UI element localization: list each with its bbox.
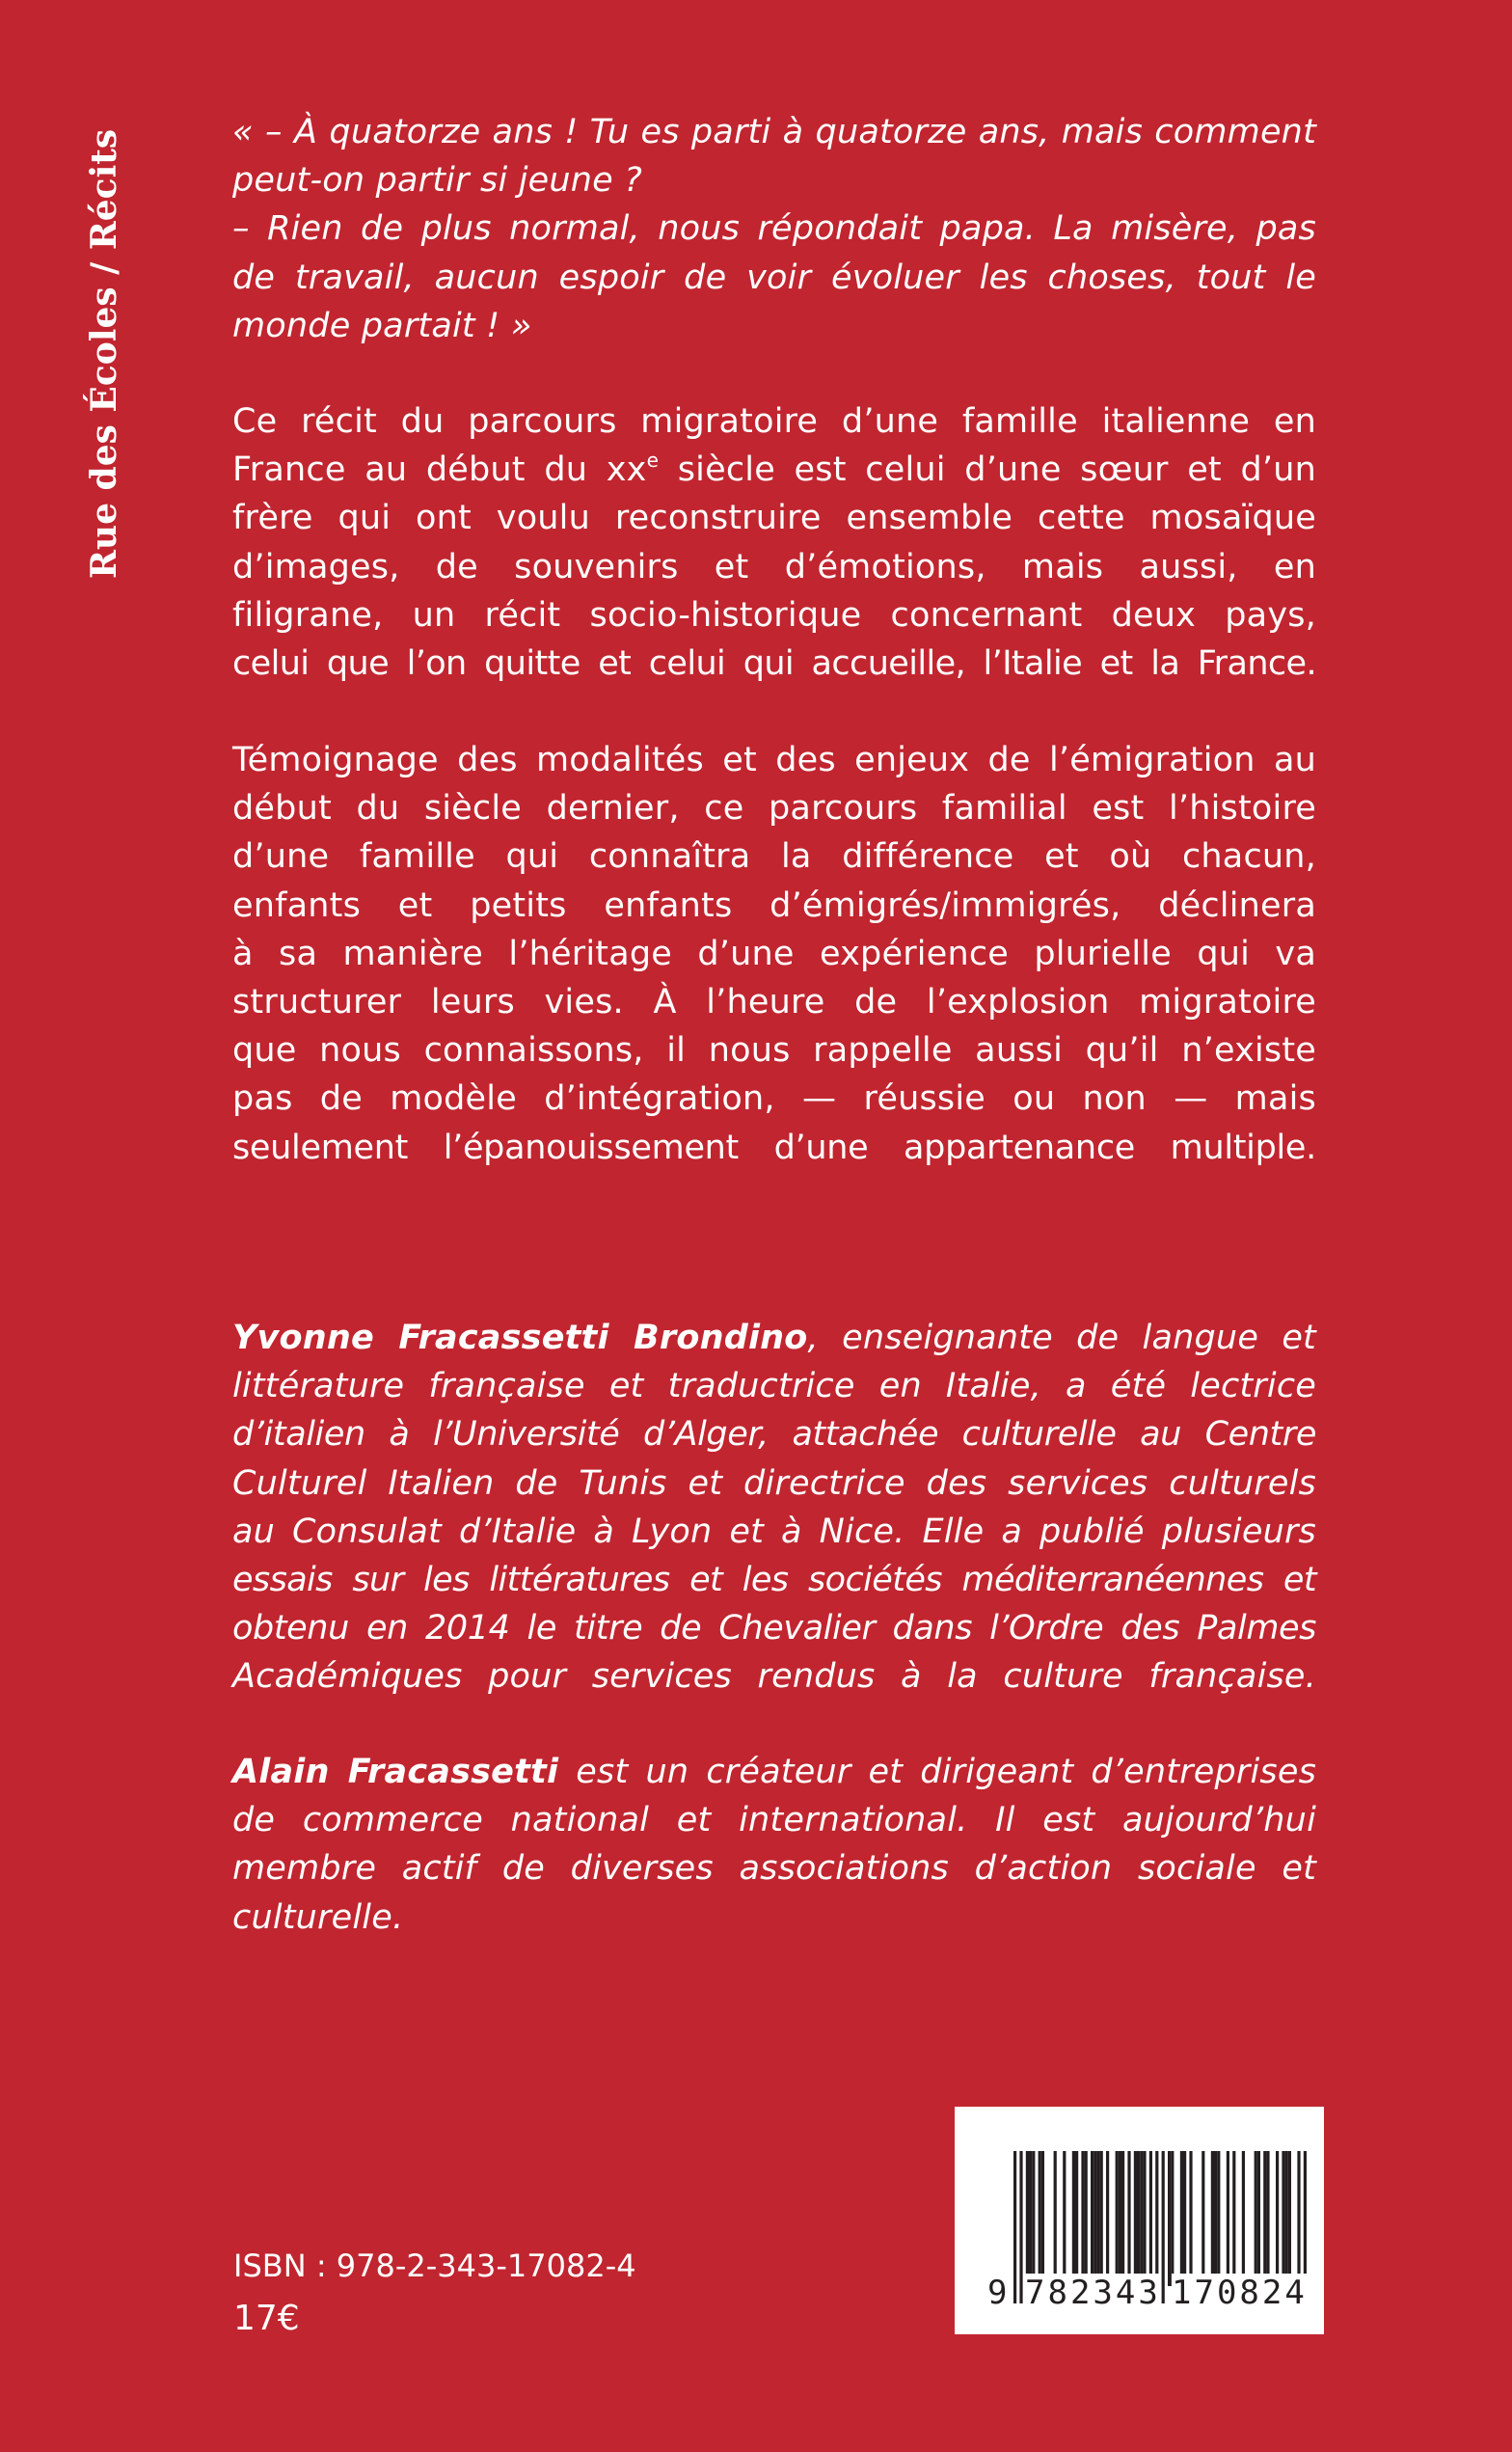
barcode-bar bbox=[1063, 2151, 1066, 2286]
barcode-bar bbox=[1106, 2151, 1109, 2286]
barcode-bar bbox=[1276, 2151, 1279, 2286]
description-paragraph-1 bbox=[232, 397, 1316, 688]
quote-line: de travail, aucun espoir de voir évoluer les choses, tout le bbox=[232, 258, 1316, 297]
paragraph-line: frère qui ont voulu reconstruire ensemble cette mosaïque bbox=[232, 499, 1316, 538]
barcode-left-group: 782343 bbox=[1025, 2274, 1161, 2312]
bio-line: obtenu en 2014 le titre de Chevalier dans l’Ordre des Palmes bbox=[232, 1609, 1316, 1648]
quote-line: « – À quatorze ans ! Tu es parti à quatorze ans, mais comment bbox=[232, 113, 1316, 151]
quote-line: monde partait ! » bbox=[232, 306, 532, 345]
bio-line: d’italien à l’Université d’Alger, attachée culturelle au Centre bbox=[232, 1415, 1316, 1455]
line-text: siècle est celui d’une sœur et d’un bbox=[659, 450, 1316, 490]
barcode-bar bbox=[1137, 2151, 1140, 2286]
bio-first-line bbox=[232, 1748, 1316, 1796]
superscript: e bbox=[646, 449, 660, 473]
barcode-bar bbox=[1096, 2151, 1099, 2286]
author-name: Yvonne Fracassetti Brondino bbox=[232, 1319, 808, 1357]
barcode-bar bbox=[1266, 2151, 1269, 2286]
barcode-bar bbox=[1094, 2151, 1096, 2286]
barcode-bar bbox=[1026, 2151, 1029, 2286]
quote-line: – Rien de plus normal, nous répondait papa. La misère, pas bbox=[232, 209, 1316, 249]
barcode-bar bbox=[1143, 2151, 1146, 2286]
paragraph-line: Témoignage des modalités et des enjeux de l’émigration au bbox=[232, 741, 1316, 779]
barcode-bar bbox=[1140, 2151, 1143, 2286]
barcode-bar bbox=[1282, 2151, 1284, 2286]
paragraph-line: celui que l’on quitte et celui qui accueille, l’Italie et la France. bbox=[232, 644, 1316, 684]
barcode-bar bbox=[1227, 2151, 1229, 2286]
bio-line: Culturel Italien de Tunis et directrice des services culturels bbox=[232, 1463, 1316, 1503]
barcode-bar bbox=[1149, 2151, 1152, 2286]
barcode-right-group: 170824 bbox=[1172, 2274, 1308, 2312]
bio-line: au Consulat d’Italie à Lyon et à Nice. Elle a publié plusieurs bbox=[232, 1512, 1316, 1551]
barcode-bar bbox=[1217, 2151, 1220, 2286]
bio-line: littérature française et traductrice en Italie, a été lectrice bbox=[232, 1367, 1316, 1406]
bio-first-line bbox=[232, 1314, 1316, 1362]
author-name: Alain Fracassetti bbox=[232, 1753, 559, 1791]
paragraph-line: d’images, de souvenirs et d’émotions, mais aussi, en bbox=[232, 547, 1316, 586]
barcode-bar bbox=[1119, 2151, 1121, 2286]
barcode-bar bbox=[1029, 2151, 1032, 2286]
barcode-bar bbox=[1257, 2151, 1260, 2286]
barcode-bar bbox=[1168, 2151, 1171, 2286]
bio-line: membre actif de diverses associations d’action sociale et bbox=[232, 1849, 1316, 1889]
spine-series-title: Rue des Écoles / Récits bbox=[84, 128, 124, 579]
barcode-bar bbox=[1171, 2151, 1174, 2286]
paragraph-line: Ce récit du parcours migratoire d’une famille italienne en bbox=[232, 402, 1316, 441]
barcode-bar bbox=[1075, 2151, 1078, 2286]
barcode-bar bbox=[1183, 2151, 1186, 2286]
barcode-bar bbox=[1085, 2151, 1088, 2286]
barcode-bar bbox=[1091, 2151, 1094, 2286]
paragraph-line: pas de modèle d’intégration, — réussie ou non — mais bbox=[232, 1079, 1316, 1119]
barcode-bar bbox=[1072, 2151, 1075, 2286]
bio-line: essais sur les littératures et les sociétés méditerranéennes et bbox=[232, 1561, 1316, 1600]
barcode-bar bbox=[1041, 2151, 1044, 2286]
isbn-label: ISBN : 978-2-343-17082-4 bbox=[233, 2248, 636, 2284]
barcode-bar bbox=[1121, 2151, 1124, 2286]
author-bio-2 bbox=[232, 1748, 1316, 1942]
barcode-bar bbox=[1288, 2151, 1291, 2286]
paragraph-line: seulement l’épanouissement d’une appartenance multiple. bbox=[232, 1128, 1316, 1167]
barcode-bar bbox=[1189, 2151, 1192, 2286]
barcode-bar bbox=[1242, 2151, 1245, 2286]
bio-line: de commerce national et international. Il est aujourd’hui bbox=[232, 1801, 1316, 1840]
price-label: 17€ bbox=[233, 2299, 300, 2338]
barcode-bar bbox=[1214, 2151, 1217, 2286]
barcode-bar bbox=[1285, 2151, 1288, 2286]
barcode-bar bbox=[1127, 2151, 1130, 2286]
paragraph-line: enfants et petits enfants d’émigrés/immigrés, déclinera bbox=[232, 885, 1316, 925]
barcode-bar bbox=[1134, 2151, 1137, 2286]
line-text: France au début du xx bbox=[232, 450, 647, 490]
bio-text: , enseignante de langue et bbox=[807, 1319, 1316, 1357]
barcode-bar bbox=[1032, 2151, 1035, 2286]
barcode-bar bbox=[1039, 2151, 1041, 2286]
barcode-bar bbox=[1116, 2151, 1119, 2286]
paragraph-line-with-superscript bbox=[232, 446, 1316, 494]
barcode-bar bbox=[1255, 2151, 1257, 2286]
barcode-bar bbox=[1202, 2151, 1204, 2286]
barcode bbox=[955, 2107, 1324, 2334]
barcode-bar bbox=[1100, 2151, 1103, 2286]
barcode-bar bbox=[1180, 2151, 1183, 2286]
barcode-first-digit: 9 bbox=[987, 2274, 1011, 2312]
paragraph-line: début du siècle dernier, ce parcours familial est l’histoire bbox=[232, 789, 1316, 829]
author-bio-1 bbox=[232, 1314, 1316, 1702]
paragraph-line: que nous connaissons, il nous rappelle aussi qu’il n’existe bbox=[232, 1031, 1316, 1071]
barcode-bar bbox=[1081, 2151, 1084, 2286]
bio-text: est un créateur et dirigeant d’entreprises bbox=[558, 1753, 1317, 1791]
barcode-bar bbox=[1054, 2151, 1057, 2286]
barcode-bar bbox=[1263, 2151, 1266, 2286]
paragraph-line: d’une famille qui connaîtra la différence et où chacun, bbox=[232, 837, 1316, 877]
bio-line: Académiques pour services rendus à la culture française. bbox=[232, 1657, 1316, 1697]
barcode-bar bbox=[1232, 2151, 1235, 2286]
quote-line: peut-on partir si jeune ? bbox=[232, 161, 642, 201]
barcode-digits bbox=[955, 2274, 1324, 2312]
paragraph-line: à sa manière l’héritage d’une expérience plurielle qui va bbox=[232, 934, 1316, 973]
description-paragraph-2 bbox=[232, 736, 1316, 1172]
opening-quote bbox=[232, 108, 1316, 350]
barcode-bar bbox=[1211, 2151, 1214, 2286]
bio-line: culturelle. bbox=[232, 1897, 404, 1937]
paragraph-line: structurer leurs vies. À l’heure de l’explosion migratoire bbox=[232, 983, 1316, 1022]
paragraph-line: filigrane, un récit socio-historique concernant deux pays, bbox=[232, 595, 1316, 635]
footer-info bbox=[233, 2245, 636, 2343]
